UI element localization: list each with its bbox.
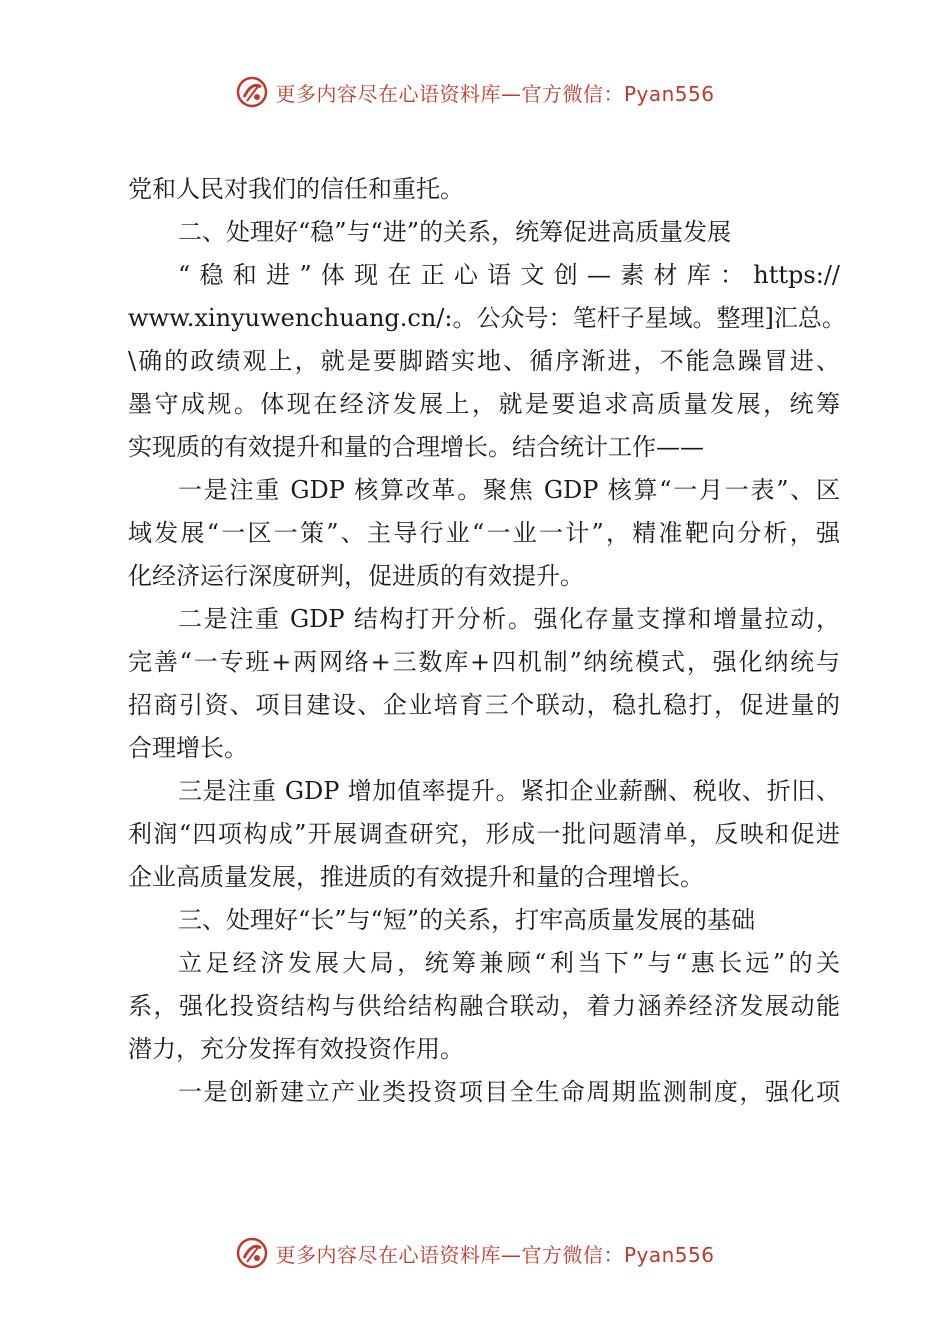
section-heading: 三、处理好“长”与“短”的关系，打牢高质量发展的基础 bbox=[178, 906, 756, 934]
paragraph-line: “稳和进”体现在正心语文创—素材库：https:// bbox=[178, 261, 840, 289]
paragraph-line: 墨守成规。体现在经济发展上，就是要追求高质量发展，统筹 bbox=[128, 390, 840, 418]
seal-logo-icon bbox=[235, 1236, 269, 1270]
paragraph-line: 潜力，充分发挥有效投资作用。 bbox=[128, 1035, 464, 1063]
paragraph-line: 一是注重 GDP 核算改革。聚焦 GDP 核算“一月一表”、区 bbox=[178, 476, 840, 504]
footer-banner bbox=[0, 1233, 950, 1273]
footer-banner-text: 更多内容尽在心语资料库—官方微信：Pyan556 bbox=[275, 1242, 715, 1267]
paragraph-line: 二是注重 GDP 结构打开分析。强化存量支撑和增量拉动， bbox=[178, 605, 840, 633]
paragraph-line: 化经济运行深度研判，促进质的有效提升。 bbox=[128, 562, 584, 590]
paragraph-line: 完善“一专班+两网络+三数库+四机制”纳统模式，强化纳统与 bbox=[128, 648, 840, 676]
paragraph-line: 一是创新建立产业类投资项目全生命周期监测制度，强化项 bbox=[178, 1078, 840, 1106]
header-banner bbox=[0, 72, 950, 112]
paragraph-line: 党和人民对我们的信任和重托。 bbox=[128, 175, 464, 203]
seal-logo-icon bbox=[235, 75, 269, 109]
paragraph-line: 合理增长。 bbox=[128, 734, 248, 762]
paragraph-line: 利润“四项构成”开展调查研究，形成一批问题清单，反映和促进 bbox=[128, 820, 840, 848]
paragraph-line: 系，强化投资结构与供给结构融合联动，着力涵养经济发展动能 bbox=[128, 992, 840, 1020]
section-heading: 二、处理好“稳”与“进”的关系，统筹促进高质量发展 bbox=[178, 218, 732, 246]
paragraph-line: 实现质的有效提升和量的合理增长。结合统计工作—— bbox=[128, 433, 704, 461]
paragraph-line: 招商引资、项目建设、企业培育三个联动，稳扎稳打，促进量的 bbox=[128, 691, 840, 719]
paragraph-line: www.xinyuwenchuang.cn/:。公众号：笔杆子星域。整理]汇总。 bbox=[128, 304, 846, 332]
paragraph-line: 三是注重 GDP 增加值率提升。紧扣企业薪酬、税收、折旧、 bbox=[178, 777, 840, 805]
paragraph-line: 域发展“一区一策”、主导行业“一业一计”，精准靶向分析，强 bbox=[128, 519, 840, 547]
paragraph-line: 企业高质量发展，推进质的有效提升和量的合理增长。 bbox=[128, 863, 704, 891]
header-banner-text: 更多内容尽在心语资料库—官方微信：Pyan556 bbox=[275, 81, 715, 106]
paragraph-line: 立足经济发展大局，统筹兼顾“利当下”与“惠长远”的关 bbox=[178, 949, 840, 977]
paragraph-line: \确的政绩观上，就是要脚踏实地、循序渐进，不能急躁冒进、 bbox=[128, 347, 840, 375]
